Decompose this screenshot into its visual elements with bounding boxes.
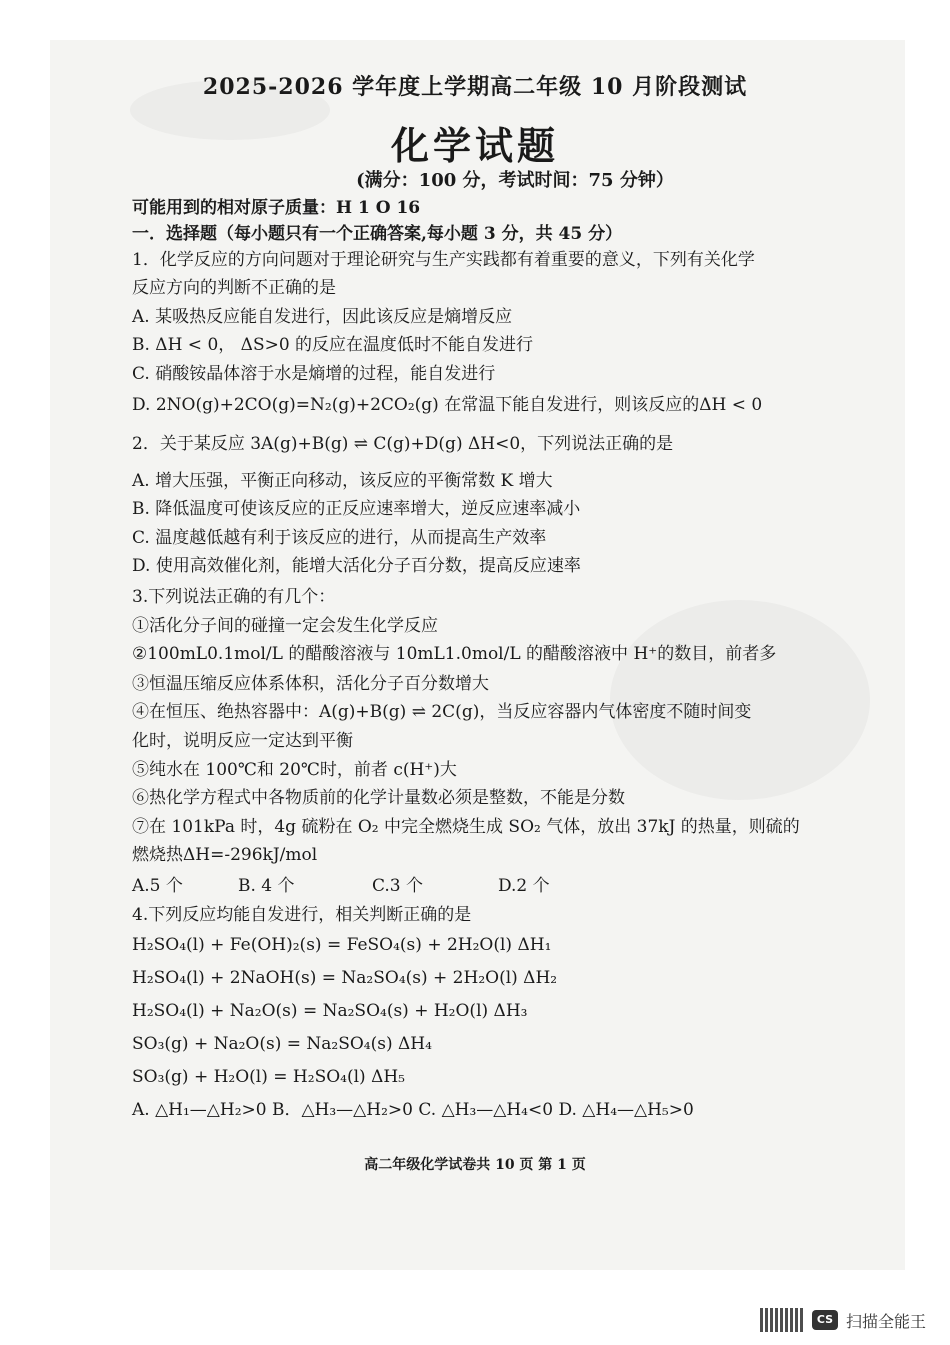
q1-stem: 1．化学反应的方向问题对于理论研究与生产实践都有着重要的意义，下列有关化学 — [132, 250, 755, 270]
q4-equation-2: H₂SO₄(l) + 2NaOH(s) = Na₂SO₄(s) + 2H₂O(l) ΔH₂ — [132, 968, 558, 988]
q2-option-a: A. 增大压强，平衡正向移动，该反应的平衡常数 K 增大 — [132, 471, 553, 491]
q3-statement-6: ⑥热化学方程式中各物质前的化学计量数必须是整数，不能是分数 — [132, 788, 625, 808]
q1-option-b: B. ΔH < 0， ΔS>0 的反应在温度低时不能自发进行 — [132, 335, 534, 355]
page-footer: 高二年级化学试卷共 10 页 第 1 页 — [364, 1157, 586, 1173]
exam-subtitle: 2025-2026 学年度上学期高二年级 10 月阶段测试 — [202, 74, 748, 100]
q4-equation-3: H₂SO₄(l) + Na₂O(s) = Na₂SO₄(s) + H₂O(l) ΔH₃ — [132, 1001, 528, 1021]
q1-option-c: C. 硝酸铵晶体溶于水是熵增的过程，能自发进行 — [132, 364, 496, 384]
q3-option-c: C.3 个 — [372, 876, 424, 896]
atomic-mass-note: 可能用到的相对原子质量：H 1 O 16 — [132, 198, 421, 218]
q4-equation-5: SO₃(g) + H₂O(l) = H₂SO₄(l) ΔH₅ — [132, 1067, 405, 1087]
q3-statement-4: ④在恒压、绝热容器中：A(g)+B(g) ⇌ 2C(g)，当反应容器内气体密度不随时间变 — [132, 702, 752, 722]
q3-statement-5: ⑤纯水在 100℃和 20℃时，前者 c(H⁺)大 — [132, 760, 457, 780]
q3-statement-7: ⑦在 101kPa 时，4g 硫粉在 O₂ 中完全燃烧生成 SO₂ 气体，放出 37kJ 的热量，则硫的 — [132, 817, 800, 837]
q3-statement-7-cont: 燃烧热ΔH=-296kJ/mol — [132, 845, 318, 865]
scanner-brand: 扫描全能王 — [846, 1311, 927, 1331]
q3-statement-4-cont: 化时，说明反应一定达到平衡 — [132, 731, 353, 751]
exam-meta: (满分：100 分，考试时间：75 分钟） — [356, 170, 674, 191]
section-heading: 一．选择题（每小题只有一个正确答案,每小题 3 分，共 45 分） — [132, 224, 623, 244]
q3-option-a: A.5 个 — [132, 876, 183, 896]
q3-option-b: B. 4 个 — [238, 876, 295, 896]
q3-stem: 3.下列说法正确的有几个： — [132, 587, 336, 607]
exam-title: 化学试题 — [390, 123, 559, 168]
q1-option-d: D. 2NO(g)+2CO(g)=N₂(g)+2CO₂(g) 在常温下能自发进行，则该反应的ΔH < 0 — [132, 395, 763, 415]
q2-option-b: B. 降低温度可使该反应的正反应速率增大，逆反应速率减小 — [132, 499, 581, 519]
camscanner-logo-icon: CS — [812, 1310, 838, 1330]
q4-equation-1: H₂SO₄(l) + Fe(OH)₂(s) = FeSO₄(s) + 2H₂O(l) ΔH₁ — [132, 935, 552, 955]
q4-stem: 4.下列反应均能自发进行，相关判断正确的是 — [132, 905, 472, 925]
q4-equation-4: SO₃(g) + Na₂O(s) = Na₂SO₄(s) ΔH₄ — [132, 1034, 432, 1054]
q2-stem: 2．关于某反应 3A(g)+B(g) ⇌ C(g)+D(g) ΔH<0，下列说法正确的是 — [132, 434, 674, 454]
qr-code-icon — [760, 1308, 804, 1332]
q2-option-d: D. 使用高效催化剂，能增大活化分子百分数，提高反应速率 — [132, 556, 581, 576]
q1-option-a: A. 某吸热反应能自发进行，因此该反应是熵增反应 — [132, 307, 513, 327]
q2-option-c: C. 温度越低越有利于该反应的进行，从而提高生产效率 — [132, 528, 547, 548]
scanner-watermark — [760, 1306, 926, 1334]
q1-stem-cont: 反应方向的判断不正确的是 — [132, 278, 336, 298]
q3-statement-3: ③恒温压缩反应体系体积，活化分子百分数增大 — [132, 674, 489, 694]
q3-statement-2: ②100mL0.1mol/L 的醋酸溶液与 10mL1.0mol/L 的醋酸溶液中 H⁺的数目，前者多 — [132, 644, 777, 664]
q3-option-d: D.2 个 — [498, 876, 550, 896]
q4-options: A. △H₁—△H₂>0 B．△H₃—△H₂>0 C. △H₃—△H₄<0 D. △H₄—△H₅>0 — [132, 1100, 694, 1120]
q3-statement-1: ①活化分子间的碰撞一定会发生化学反应 — [132, 616, 438, 636]
